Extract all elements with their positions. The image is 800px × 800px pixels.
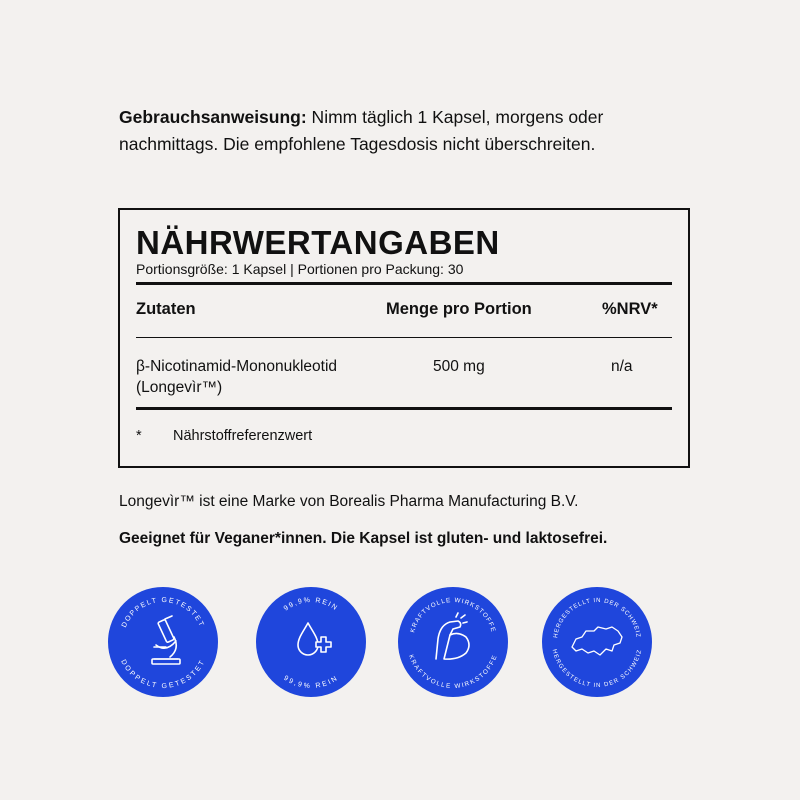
divider-top <box>136 282 672 285</box>
ingredient-name-line1: β-Nicotinamid-Mononukleotid <box>136 358 338 375</box>
ingredient-name <box>136 356 337 398</box>
badge-swiss-top: HERGESTELLT IN DER SCHWEIZ <box>553 597 641 639</box>
ingredient-nrv: n/a <box>611 358 633 375</box>
footnote-mark: * <box>136 428 142 444</box>
badge-tested <box>108 587 218 697</box>
trademark-notice: Longevìr™ ist eine Marke von Borealis Pharma Manufacturing B.V. <box>119 493 579 510</box>
footnote-text: Nährstoffreferenzwert <box>173 428 313 444</box>
badge-purity-top: 99,9% REIN <box>282 596 340 613</box>
ingredient-name-line2: (Longevìr™) <box>136 379 223 396</box>
usage-instructions <box>119 104 699 158</box>
usage-line1: Nimm täglich 1 Kapsel, morgens oder <box>306 107 604 127</box>
badge-swiss-made <box>542 587 652 697</box>
nutrition-title: NÄHRWERTANGABEN <box>136 224 500 261</box>
ingredient-amount: 500 mg <box>433 358 485 375</box>
badge-tested-top: DOPPELT GETESTET <box>120 596 206 629</box>
vegan-notice: Geeignet für Veganer*innen. Die Kapsel ist gluten- und laktosefrei. <box>119 530 608 547</box>
badge-purity-bottom: 99,9% REIN <box>282 674 340 691</box>
usage-label: Gebrauchsanweisung: <box>119 107 307 127</box>
badge-strength <box>398 587 508 697</box>
badge-swiss-bottom: HERGESTELLT IN DER SCHWEIZ <box>550 648 644 690</box>
header-nrv: %NRV* <box>602 300 658 318</box>
usage-line2: nachmittags. Die empfohlene Tagesdosis nicht überschreiten. <box>119 134 596 154</box>
divider-header <box>136 337 672 338</box>
nutrition-subtitle: Portionsgröße: 1 Kapsel | Portionen pro Packung: 30 <box>136 261 464 277</box>
header-ingredients: Zutaten <box>136 300 196 318</box>
header-amount: Menge pro Portion <box>386 300 532 318</box>
nutrition-facts-box <box>118 208 690 468</box>
divider-bottom <box>136 407 672 410</box>
badge-strength-top: KRAFTVOLLE WIRKSTOFFE <box>409 596 497 634</box>
badge-purity <box>256 587 366 697</box>
badge-strength-bottom: KRAFTVOLLE WIRKSTOFFE <box>407 653 499 691</box>
badge-tested-bottom: DOPPELT GETESTET <box>119 658 207 691</box>
